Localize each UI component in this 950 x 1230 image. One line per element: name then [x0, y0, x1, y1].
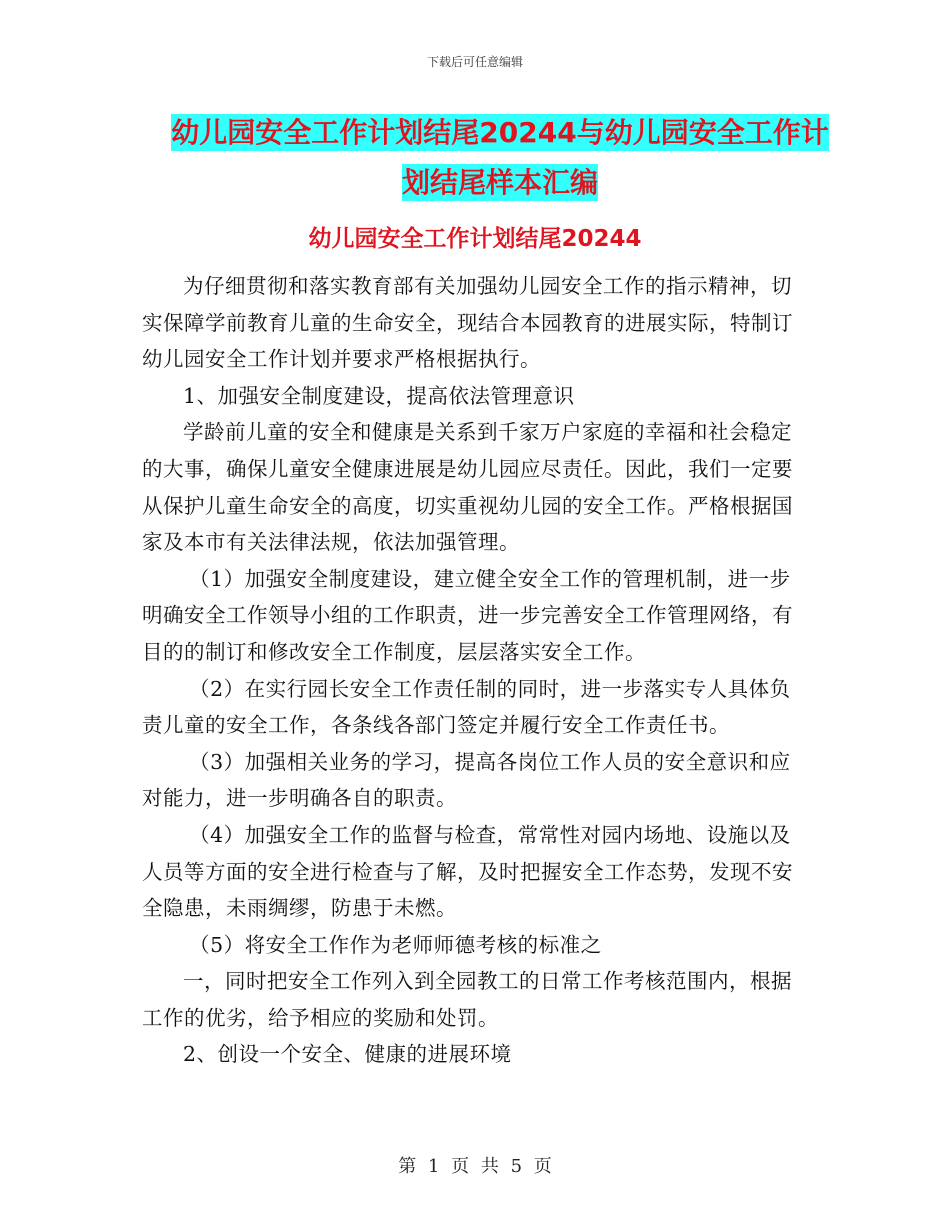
paragraph-intro: 为仔细贯彻和落实教育部有关加强幼儿园安全工作的指示精神，切实保障学前教育儿童的生命安全，现结合本园教育的进展实际，特制订幼儿园安全工作计划并要求严格根据执行。: [142, 274, 793, 372]
list-item-5-continued: 一，同时把安全工作列入到全园教工的日常工作考核范围内，根据工作的优劣，给予相应的奖励和处罚。: [142, 969, 792, 1030]
heading-2: 2、创设一个安全、健康的进展环境: [183, 1042, 512, 1067]
section-title: 幼儿园安全工作计划结尾20244: [308, 226, 642, 252]
heading-1: 1、加强安全制度建设，提高依法管理意识: [183, 383, 575, 408]
list-item-5: （5）将安全工作作为老师师德考核的标准之: [189, 932, 602, 957]
list-item-1: （1）加强安全制度建设，建立健全安全工作的管理机制，进一步明确安全工作领导小组的工作职责，进一步完善安全工作管理网络，有目的的制订和修改安全工作制度，层层落实安全工作。: [142, 566, 793, 664]
document-title: [150, 108, 850, 208]
list-item-2: （2）在实行园长安全工作责任制的同时，进一步落实专人具体负责儿童的安全工作，各条线各部门签定并履行安全工作责任书。: [142, 676, 791, 738]
title-line-2: 划结尾样本汇编: [401, 166, 598, 199]
page-number-footer: 第 1 页 共 5 页: [398, 1156, 552, 1177]
list-item-3: （3）加强相关业务的学习，提高各岗位工作人员的安全意识和应对能力，进一步明确各自的职责。: [142, 749, 791, 811]
title-line-1: 幼儿园安全工作计划结尾20244与幼儿园安全工作计: [171, 116, 829, 149]
header-note: 下载后可任意编辑: [426, 55, 523, 69]
paragraph: 学龄前儿童的安全和健康是关系到千家万户家庭的幸福和社会稳定的大事，确保儿童安全健康进展是幼儿园应尽责任。因此，我们一定要从保护儿童生命安全的高度，切实重视幼儿园的安全工作。严格根据国家及本市有关法律法规，依法加强管理。: [142, 420, 793, 555]
list-item-4: （4）加强安全工作的监督与检查，常常性对园内场地、设施以及人员等方面的安全进行检查与了解，及时把握安全工作态势，发现不安全隐患，未雨绸缪，防患于未燃。: [142, 822, 793, 921]
body-text: [142, 268, 810, 1073]
